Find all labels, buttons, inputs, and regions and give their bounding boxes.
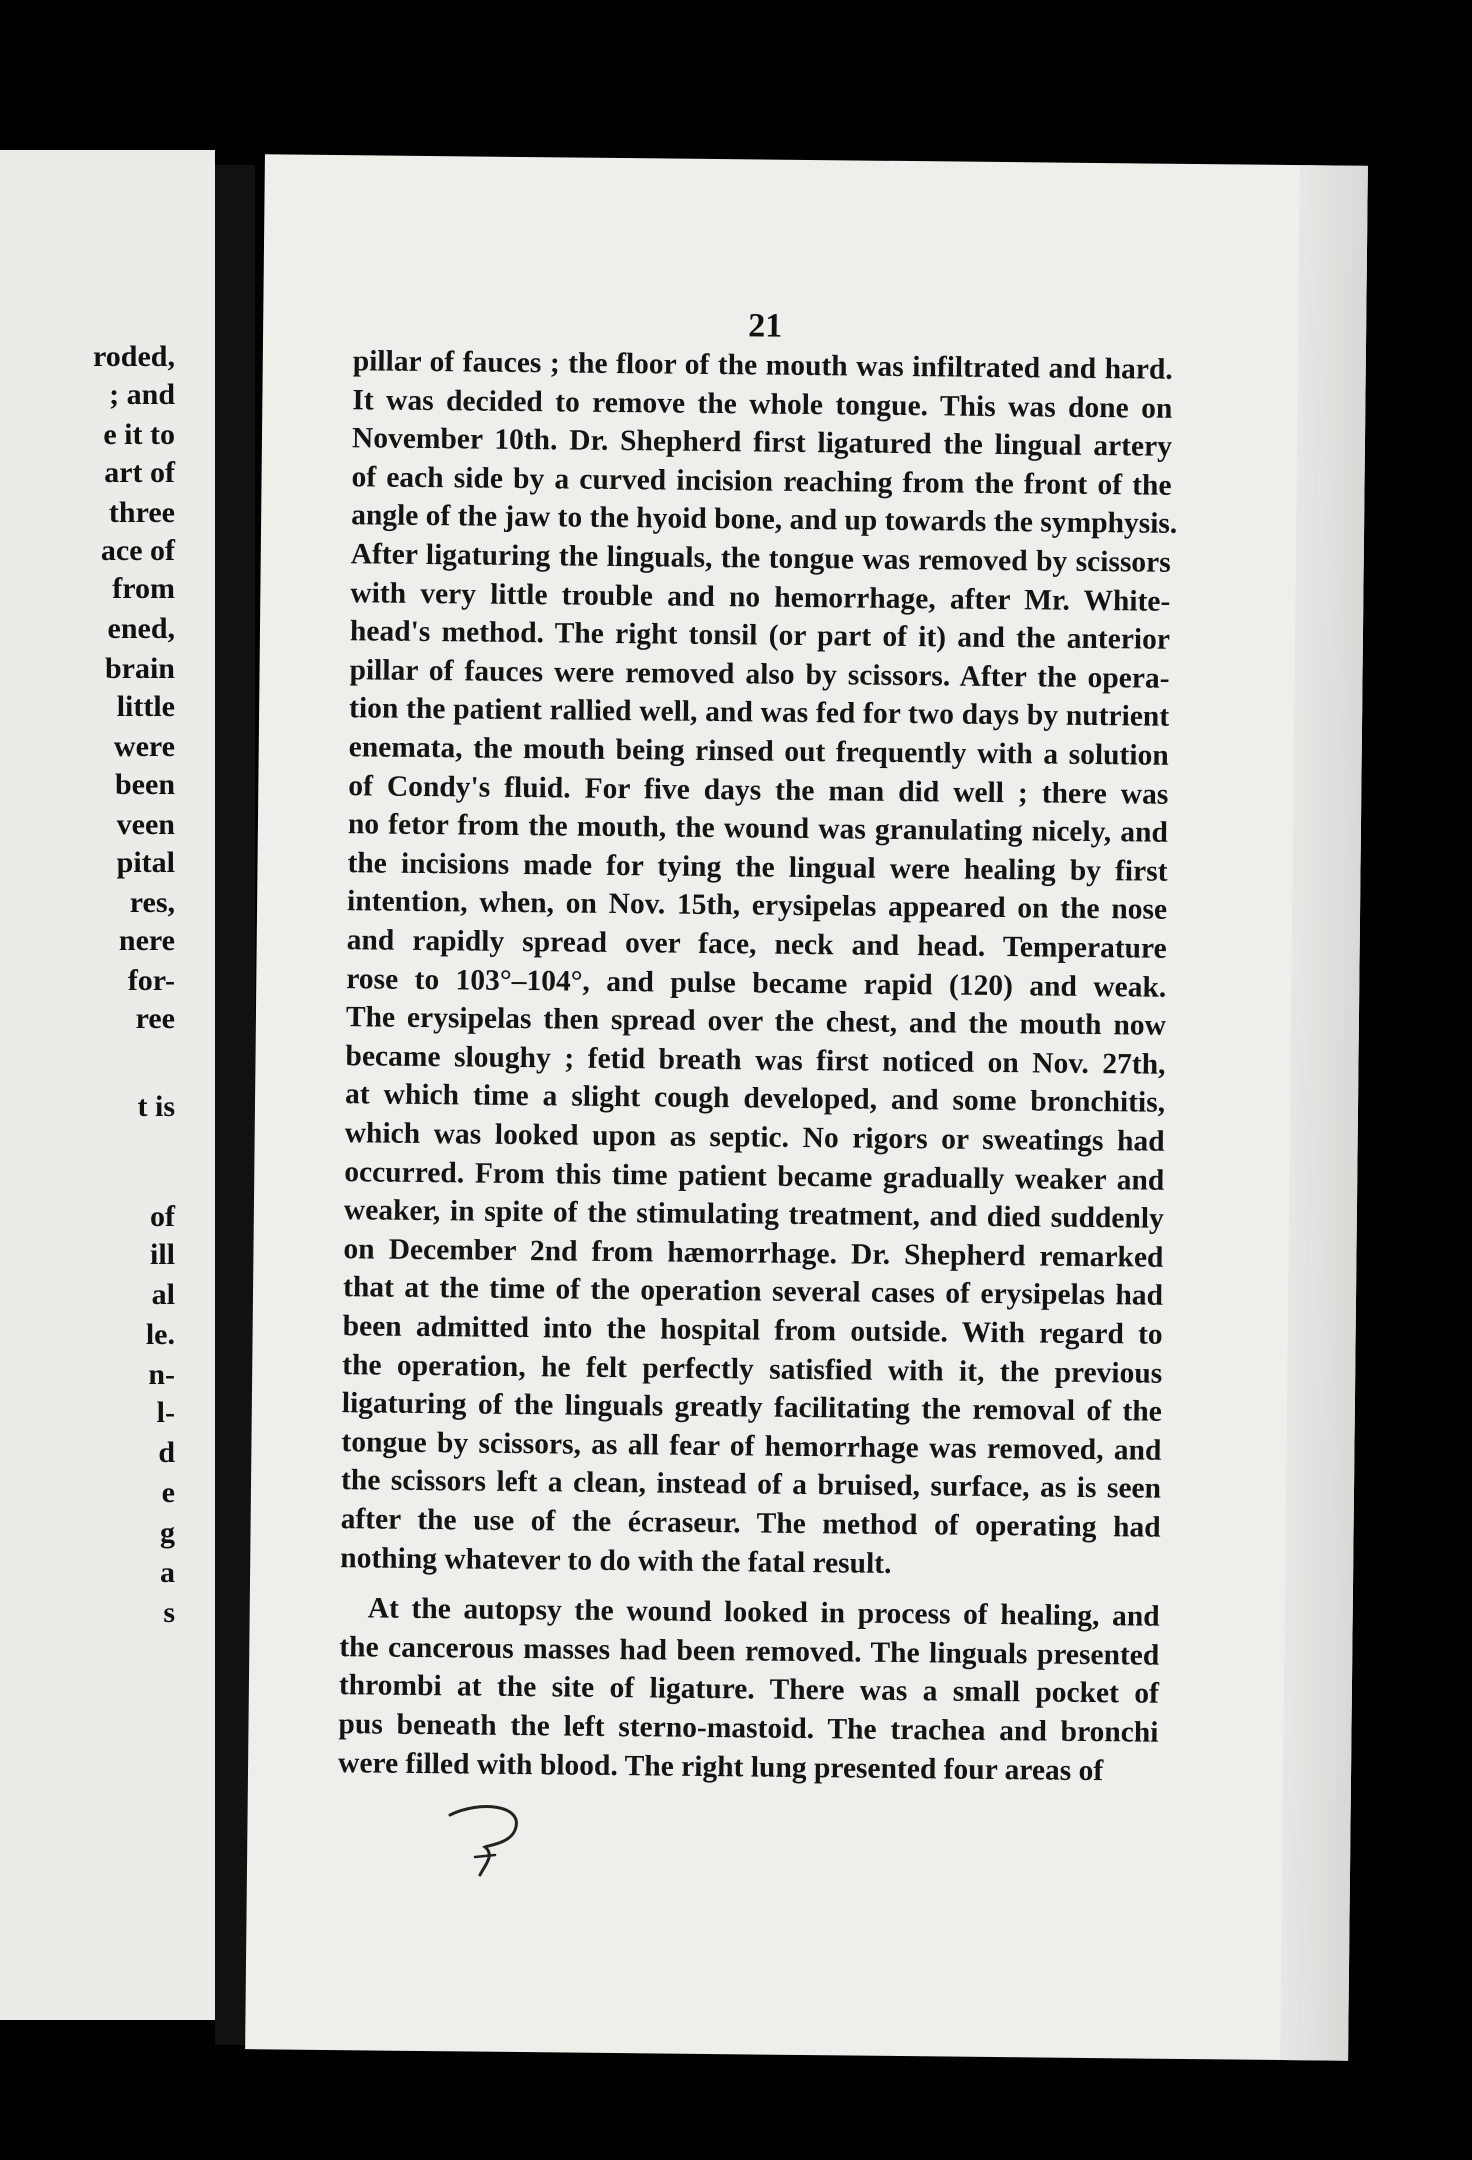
- text-line: intention, when, on Nov. 15th, erysipelas appeared on the nose: [346, 885, 1168, 926]
- text-line: and rapidly spread over face, neck and head. Temperature: [346, 924, 1167, 965]
- text-line: the cancerous masses had been removed. The linguals presented: [339, 1631, 1160, 1672]
- previous-page-line: s: [163, 1596, 175, 1629]
- text-line: the scissors left a clean, instead of a bruised, surface, as is seen: [340, 1464, 1162, 1505]
- text-line: the operation, he felt perfectly satisfied with it, the previous: [342, 1349, 1163, 1390]
- text-line: pillar of fauces ; the floor of the mouth was infiltrated and hard.: [352, 345, 1173, 386]
- previous-page-line: a: [160, 1556, 175, 1589]
- previous-page-line: ; and: [109, 378, 175, 411]
- page-number: 21: [747, 307, 783, 345]
- text-line: pillar of fauces were removed also by scissors. After the opera-: [349, 654, 1170, 695]
- text-line: of each side by a curved incision reaching from the front of the: [351, 461, 1172, 502]
- previous-page-line: brain: [104, 652, 175, 685]
- previous-page-line: res,: [129, 886, 175, 919]
- text-line: after the use of the écraseur. The method of operating had: [340, 1503, 1161, 1544]
- text-line: At the autopsy the wound looked in process of healing, and: [367, 1592, 1160, 1633]
- previous-page-line: al: [151, 1278, 175, 1311]
- previous-page-line: veen: [116, 808, 175, 841]
- text-line: on December 2nd from hæmorrhage. Dr. Shepherd remarked: [343, 1233, 1164, 1274]
- previous-page-line: of: [150, 1200, 175, 1233]
- text-line: enemata, the mouth being rinsed out frequently with a solution: [348, 731, 1169, 772]
- text-line: of Condy's fluid. For five days the man did well ; there was: [348, 770, 1169, 811]
- text-line: were filled with blood. The right lung presented four areas of: [337, 1747, 1104, 1788]
- previous-page-line: roded,: [93, 340, 175, 373]
- text-line: tion the patient rallied well, and was fed for two days by nutrient: [348, 692, 1170, 733]
- text-line: that at the time of the operation several cases of erysipelas had: [342, 1271, 1164, 1312]
- previous-page-line: ree: [135, 1002, 175, 1035]
- previous-page-line: art of: [104, 456, 175, 489]
- previous-page-line: were: [113, 730, 175, 763]
- previous-page-line: three: [108, 496, 175, 529]
- text-line: became sloughy ; fetid breath was first noticed on Nov. 27th,: [345, 1040, 1166, 1081]
- text-line: After ligaturing the linguals, the tongue was removed by scissors: [350, 538, 1171, 579]
- text-line: thrombi at the site of ligature. There was a small pocket of: [338, 1669, 1160, 1710]
- previous-page-line: ill: [149, 1238, 175, 1271]
- previous-page-line: ace of: [100, 534, 175, 567]
- text-line: rose to 103°–104°, and pulse became rapid (120) and weak.: [346, 963, 1167, 1004]
- previous-page-line: from: [112, 572, 175, 605]
- text-line: occurred. From this time patient became gradually weaker and: [344, 1156, 1165, 1197]
- previous-page-line: n-: [148, 1358, 175, 1391]
- previous-page-line: d: [158, 1436, 175, 1469]
- previous-page-line: le.: [145, 1318, 175, 1351]
- previous-page-line: l-: [156, 1396, 175, 1429]
- text-line: which was looked upon as septic. No rigors or sweatings had: [344, 1117, 1165, 1158]
- text-line: head's method. The right tonsil (or part of it) and the anterior: [349, 615, 1171, 656]
- text-line: at which time a slight cough developed, and some bronchitis,: [344, 1078, 1166, 1119]
- text-line: no fetor from the mouth, the wound was granulating nicely, and: [347, 808, 1169, 849]
- previous-page-line: e it to: [103, 418, 175, 451]
- previous-page-line: pital: [116, 846, 175, 879]
- text-line: with very little trouble and no hemorrhage, after Mr. White-: [350, 577, 1171, 618]
- previous-page-line: g: [160, 1516, 175, 1549]
- handwritten-mark-icon: [440, 1795, 560, 1885]
- text-line: been admitted into the hospital from outside. With regard to: [342, 1310, 1163, 1351]
- text-line: The erysipelas then spread over the chest, and the mouth now: [345, 1001, 1167, 1042]
- page-edge: [1280, 165, 1368, 2061]
- text-line: tongue by scissors, as all fear of hemorrhage was removed, and: [341, 1426, 1162, 1467]
- previous-page-line: t is: [137, 1090, 175, 1123]
- previous-page-line: for-: [127, 964, 175, 997]
- text-line: weaker, in spite of the stimulating treatment, and died suddenly: [343, 1194, 1165, 1235]
- previous-page-fragment: [0, 150, 215, 2020]
- previous-page-line: been: [115, 768, 175, 801]
- text-line: angle of the jaw to the hyoid bone, and up towards the symphysis.: [351, 499, 1178, 540]
- previous-page-line: nere: [118, 924, 175, 957]
- previous-page-line: e: [161, 1476, 175, 1509]
- text-line: November 10th. Dr. Shepherd first ligatured the lingual artery: [351, 422, 1173, 463]
- text-line: It was decided to remove the whole tongue. This was done on: [352, 384, 1173, 425]
- previous-page-line: ened,: [107, 612, 175, 645]
- current-page: [245, 154, 1368, 2060]
- text-line: ligaturing of the linguals greatly facilitating the removal of the: [341, 1387, 1163, 1428]
- previous-page-line: little: [116, 690, 175, 723]
- text-line: pus beneath the left sterno-mastoid. The trachea and bronchi: [338, 1708, 1159, 1749]
- text-line: the incisions made for tying the lingual were healing by first: [347, 847, 1168, 888]
- text-line: nothing whatever to do with the fatal result.: [340, 1542, 892, 1580]
